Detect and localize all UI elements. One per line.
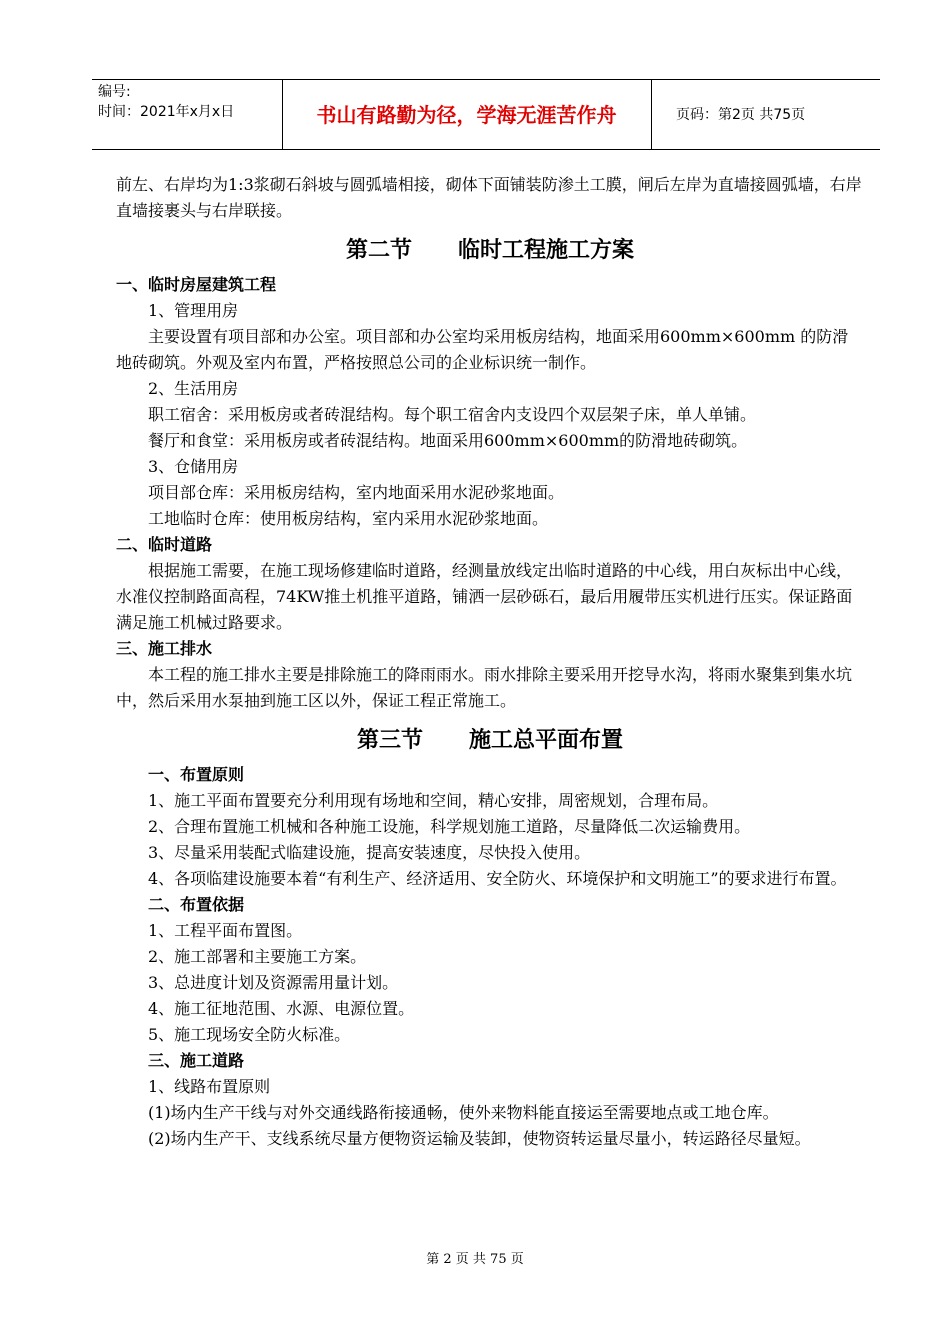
page-footer: 第 2 页 共 75 页: [426, 1252, 524, 1267]
heading-temp-road: 二、临时道路: [116, 535, 213, 554]
doc-number-label: 编号:: [98, 84, 131, 100]
paragraph-temp-road: 根据施工需要，在施工现场修建临时道路，经测量放线定出临时道路的中心线，用白灰标出中心线，水准仪控制路面高程，74KW推土机推平道路，铺洒一层砂砾石，最后用履带压实机进行压实。保证路面满足施工机械过路要求。: [116, 561, 853, 632]
intro-paragraph: 前左、右岸均为1:3浆砌石斜坡与圆弧墙相接，砌体下面铺装防渗土工膜，闸后左岸为直墙接圆弧墙，右岸直墙接裹头与右岸联接。: [116, 175, 862, 220]
heading-drainage: 三、施工排水: [116, 639, 213, 658]
subheading-route-principles: 1、线路布置原则: [148, 1077, 271, 1096]
list-item: 1、施工平面布置要充分利用现有场地和空间，精心安排，周密规划，合理布局。: [148, 791, 719, 810]
doc-time-label: 时间：2021年x月x日: [98, 104, 235, 120]
header-page-label: 页码：第2页 共75页: [676, 107, 806, 123]
heading-layout-principles: 一、布置原则: [148, 765, 245, 784]
header-motto: 书山有路勤为径，学海无涯苦作舟: [316, 103, 617, 127]
list-item: 1、工程平面布置图。: [148, 921, 303, 940]
heading-layout-basis: 二、布置依据: [148, 895, 245, 914]
subheading-office: 1、管理用房: [148, 301, 239, 320]
list-item: 3、总进度计划及资源需用量计划。: [148, 973, 399, 992]
paragraph-office: 主要设置有项目部和办公室。项目部和办公室均采用板房结构，地面采用600mm×600mm 的防滑地砖砌筑。外观及室内布置，严格按照总公司的企业标识统一制作。: [116, 327, 849, 372]
paragraph-canteen: 餐厅和食堂：采用板房或者砖混结构。地面采用600mm×600mm的防滑地砖砌筑。: [148, 431, 748, 450]
paragraph-site-warehouse: 工地临时仓库：使用板房结构，室内采用水泥砂浆地面。: [148, 509, 549, 528]
document-body: [116, 172, 864, 1152]
list-item: 5、施工现场安全防火标准。: [148, 1025, 351, 1044]
heading-construction-road: 三、施工道路: [148, 1051, 245, 1070]
list-item: 2、施工部署和主要施工方案。: [148, 947, 367, 966]
list-item: 3、尽量采用装配式临建设施，提高安装速度，尽快投入使用。: [148, 843, 591, 862]
header-divider: [651, 80, 652, 149]
page-header: [92, 79, 880, 150]
list-item: (2)场内生产干、支线系统尽量方便物资运输及装卸，使物资转运量尽量小，转运路径尽量短。: [148, 1129, 811, 1148]
subheading-living: 2、生活用房: [148, 379, 239, 398]
subheading-storage: 3、仓储用房: [148, 457, 239, 476]
list-item: 4、各项临建设施要本着“有利生产、经济适用、安全防火、环境保护和文明施工”的要求进行布置。: [148, 869, 847, 888]
paragraph-dorm: 职工宿舍：采用板房或者砖混结构。每个职工宿舍内支设四个双层架子床，单人单铺。: [148, 405, 757, 424]
section-3-title: 第三节 施工总平面布置: [357, 728, 623, 753]
header-meta: [98, 82, 234, 122]
list-item: (1)场内生产干线与对外交通线路衔接通畅，使外来物料能直接运至需要地点或工地仓库。: [148, 1103, 779, 1122]
heading-temp-housing: 一、临时房屋建筑工程: [116, 275, 277, 294]
section-2-title: 第二节 临时工程施工方案: [346, 238, 634, 263]
list-item: 2、合理布置施工机械和各种施工设施，科学规划施工道路，尽量降低二次运输费用。: [148, 817, 751, 836]
paragraph-warehouse: 项目部仓库：采用板房结构，室内地面采用水泥砂浆地面。: [148, 483, 565, 502]
list-item: 4、施工征地范围、水源、电源位置。: [148, 999, 415, 1018]
paragraph-drainage: 本工程的施工排水主要是排除施工的降雨雨水。雨水排除主要采用开挖导水沟，将雨水聚集到集水坑中，然后采用水泵抽到施工区以外，保证工程正常施工。: [116, 665, 853, 710]
